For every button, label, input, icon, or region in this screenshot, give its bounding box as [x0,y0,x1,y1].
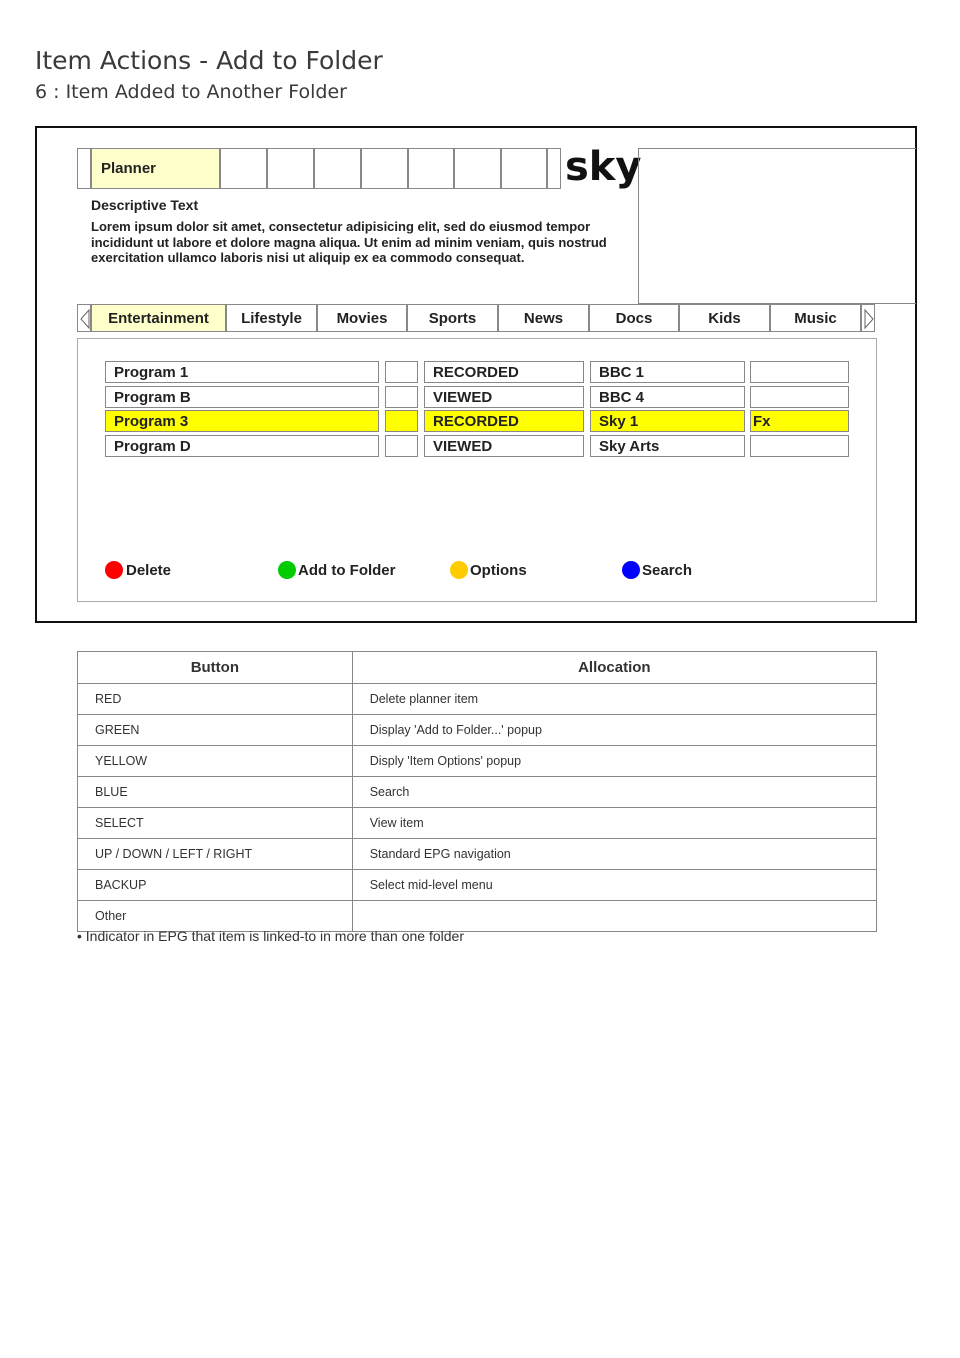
nav-right-edge [547,148,561,189]
program-name: Program 1 [105,361,379,383]
table-row [78,808,877,839]
tab-music[interactable]: Music [770,304,861,332]
program-name: Program B [105,386,379,408]
sky-logo-text: sky [565,144,642,190]
button-cell: RED [78,684,353,715]
planner-tab[interactable]: Planner [91,148,220,189]
program-status: RECORDED [424,410,584,432]
description-label: Descriptive Text [91,197,199,213]
chevron-right-icon [863,309,875,329]
program-channel: Sky Arts [590,435,745,457]
program-status: RECORDED [424,361,584,383]
tab-scroll-right[interactable] [861,304,875,332]
column-header-allocation: Allocation [352,652,876,684]
program-channel: BBC 4 [590,386,745,408]
table-row [78,870,877,901]
button-cell: Other [78,901,353,932]
tab-news[interactable]: News [498,304,589,332]
tab-lifestyle[interactable]: Lifestyle [226,304,317,332]
allocation-cell: Disply 'Item Options' popup [352,746,876,777]
button-cell: GREEN [78,715,353,746]
nav-slot[interactable] [267,148,314,189]
button-cell: BACKUP [78,870,353,901]
nav-slot[interactable] [314,148,361,189]
video-preview [638,148,916,304]
legend-delete[interactable]: Delete [126,562,172,579]
tab-sports[interactable]: Sports [407,304,498,332]
tab-scroll-left[interactable] [77,304,91,332]
nav-slot[interactable] [501,148,547,189]
table-row [78,777,877,808]
chevron-left-icon [79,309,91,329]
tab-docs[interactable]: Docs [589,304,679,332]
nav-slot[interactable] [454,148,501,189]
green-button-icon [278,561,296,579]
program-status: VIEWED [424,386,584,408]
table-row [78,684,877,715]
tab-movies[interactable]: Movies [317,304,407,332]
button-cell: SELECT [78,808,353,839]
program-channel: Sky 1 [590,410,745,432]
button-cell: UP / DOWN / LEFT / RIGHT [78,839,353,870]
yellow-button-icon [450,561,468,579]
program-name: Program 3 [105,410,379,432]
allocation-cell: Standard EPG navigation [352,839,876,870]
allocation-cell: Select mid-level menu [352,870,876,901]
legend-add-to-folder[interactable]: Add to Folder [298,562,396,579]
allocation-cell: View item [352,808,876,839]
nav-slot[interactable] [361,148,408,189]
table-row [78,901,877,932]
legend-search[interactable]: Search [642,562,693,579]
program-extra [750,435,849,457]
tab-kids[interactable]: Kids [679,304,770,332]
table-row [78,746,877,777]
legend-options[interactable]: Options [470,562,527,579]
table-row [78,839,877,870]
program-name: Program D [105,435,379,457]
program-flag [385,410,418,432]
column-header-button: Button [78,652,353,684]
program-folder-indicator: Fx [750,410,849,432]
blue-button-icon [622,561,640,579]
program-flag [385,386,418,408]
tab-entertainment[interactable]: Entertainment [91,304,226,332]
program-status: VIEWED [424,435,584,457]
page-title: Item Actions - Add to Folder [35,46,383,75]
allocation-cell: Delete planner item [352,684,876,715]
program-extra [750,361,849,383]
description-text: Lorem ipsum dolor sit amet, consectetur adipisicing elit, sed do eiusmod tempor incididunt ut labore et dolore magna aliqua. Ut enim ad minim veniam, quis nostrud exercitation ullamco laboris nisi ut aliquip ex ea commodo consequat. [91,219,607,265]
program-channel: BBC 1 [590,361,745,383]
nav-left-edge [77,148,91,189]
button-cell: BLUE [78,777,353,808]
program-extra [750,386,849,408]
program-flag [385,435,418,457]
allocation-cell: Display 'Add to Folder...' popup [352,715,876,746]
table-row [78,715,877,746]
sky-logo [563,140,642,196]
page-subtitle: 6 : Item Added to Another Folder [35,81,347,103]
footnote: • Indicator in EPG that item is linked-to in more than one folder [77,928,464,944]
button-allocation-table [77,651,877,932]
nav-slot[interactable] [408,148,454,189]
button-cell: YELLOW [78,746,353,777]
allocation-cell [352,901,876,932]
program-flag [385,361,418,383]
allocation-cell: Search [352,777,876,808]
red-button-icon [105,561,123,579]
nav-slot[interactable] [220,148,267,189]
table-header-row [78,652,877,684]
